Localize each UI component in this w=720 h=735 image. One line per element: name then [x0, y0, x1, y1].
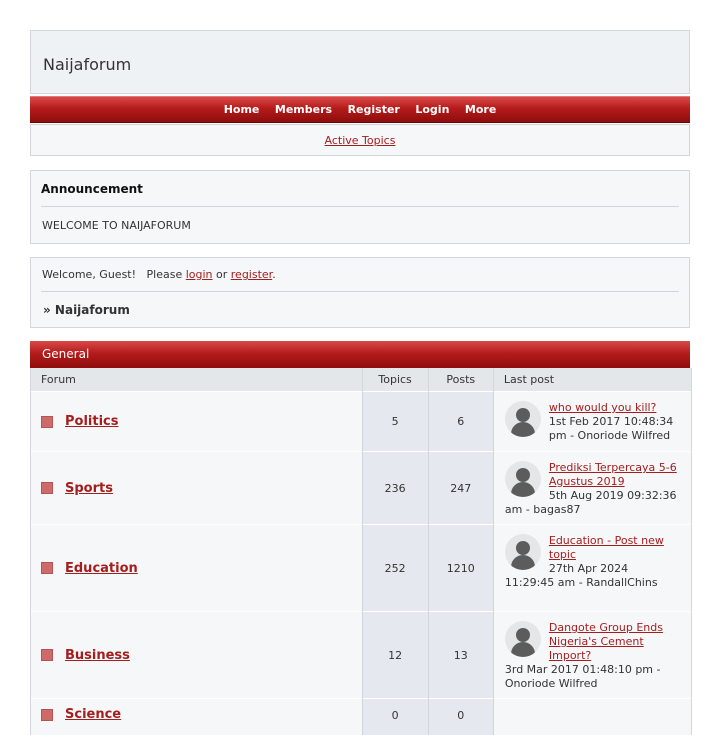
last-post-cell: [493, 452, 691, 525]
forum-status-icon: [41, 482, 53, 494]
table-row: [31, 452, 691, 525]
forum-status-icon: [41, 416, 53, 428]
welcome-or: or: [212, 268, 231, 281]
welcome-prefix: Welcome, Guest! Please: [42, 268, 186, 281]
last-post-meta: 3rd Mar 2017 01:48:10 pm - Onoriode Wilfred: [504, 663, 661, 690]
nav-members[interactable]: Members: [274, 103, 333, 116]
divider: [41, 291, 679, 292]
site-title[interactable]: Naijaforum: [43, 55, 132, 74]
col-forum: Forum: [31, 368, 362, 392]
announcement-box: [30, 170, 690, 244]
forum-cell: [31, 525, 362, 612]
user-avatar-icon: [505, 461, 541, 497]
last-post-meta: 27th Apr 2024 11:29:45 am - RandallChins: [504, 562, 658, 589]
sub-nav: [30, 124, 690, 156]
posts-count: 1210: [428, 525, 493, 612]
table-header-row: [31, 368, 691, 392]
last-post-cell: [493, 525, 691, 612]
topics-count: 252: [362, 525, 428, 612]
nav-home[interactable]: Home: [223, 103, 260, 116]
last-post-link[interactable]: Dangote Group Ends Nigeria's Cement Import?: [548, 621, 663, 662]
col-posts: Posts: [428, 368, 493, 392]
table-row: [31, 392, 691, 452]
posts-count: 247: [428, 452, 493, 525]
table-row: [31, 525, 691, 612]
last-post-cell: [493, 612, 691, 699]
posts-count: 13: [428, 612, 493, 699]
login-link[interactable]: login: [185, 268, 213, 281]
forum-table: [30, 368, 692, 735]
forum-cell: [31, 612, 362, 699]
topics-count: 0: [362, 699, 428, 735]
user-avatar-icon: [505, 621, 541, 657]
forum-link-sports[interactable]: Sports: [65, 480, 113, 496]
nav-register[interactable]: Register: [347, 103, 400, 116]
last-post-link[interactable]: who would you kill?: [548, 401, 657, 414]
forum-cell: [31, 699, 362, 735]
main-nav: [30, 96, 690, 123]
announcement-title: Announcement: [41, 182, 143, 196]
user-avatar-icon: [505, 534, 541, 570]
forum-status-icon: [41, 562, 53, 574]
site-header: [30, 30, 690, 94]
welcome-message: [42, 268, 276, 281]
forum-link-education[interactable]: Education: [65, 560, 138, 576]
last-post-link[interactable]: Education - Post new topic: [548, 534, 664, 561]
last-post-link[interactable]: Prediksi Terpercaya 5-6 Agustus 2019: [548, 461, 677, 488]
table-row: [31, 612, 691, 699]
breadcrumb: » Naijaforum: [43, 303, 130, 317]
forum-status-icon: [41, 649, 53, 661]
nav-more[interactable]: More: [464, 103, 497, 116]
active-topics-link[interactable]: Active Topics: [324, 134, 396, 147]
topics-count: 5: [362, 392, 428, 452]
forum-link-science[interactable]: Science: [65, 707, 122, 722]
forum-link-business[interactable]: Business: [65, 647, 130, 663]
topics-count: 236: [362, 452, 428, 525]
posts-count: 0: [428, 699, 493, 735]
welcome-box: [30, 257, 690, 328]
col-topics: Topics: [362, 368, 428, 392]
category-header: [30, 341, 690, 368]
last-post-cell: [493, 699, 691, 735]
register-link[interactable]: register: [230, 268, 273, 281]
forum-cell: [31, 392, 362, 452]
last-post-meta: 5th Aug 2019 09:32:36 am - bagas87: [504, 489, 677, 516]
col-last-post: Last post: [493, 368, 691, 392]
table-row: [31, 699, 691, 735]
last-post-meta: 1st Feb 2017 10:48:34 pm - Onoriode Wilfred: [548, 415, 674, 442]
last-post-cell: [493, 392, 691, 452]
welcome-suffix: .: [272, 268, 276, 281]
category-title[interactable]: General: [42, 347, 90, 361]
posts-count: 6: [428, 392, 493, 452]
forum-cell: [31, 452, 362, 525]
announcement-text: WELCOME TO NAIJAFORUM: [42, 219, 191, 232]
forum-status-icon: [41, 709, 53, 721]
nav-login[interactable]: Login: [415, 103, 450, 116]
forum-link-politics[interactable]: Politics: [65, 414, 119, 429]
user-avatar-icon: [505, 401, 541, 437]
divider: [41, 206, 679, 207]
topics-count: 12: [362, 612, 428, 699]
